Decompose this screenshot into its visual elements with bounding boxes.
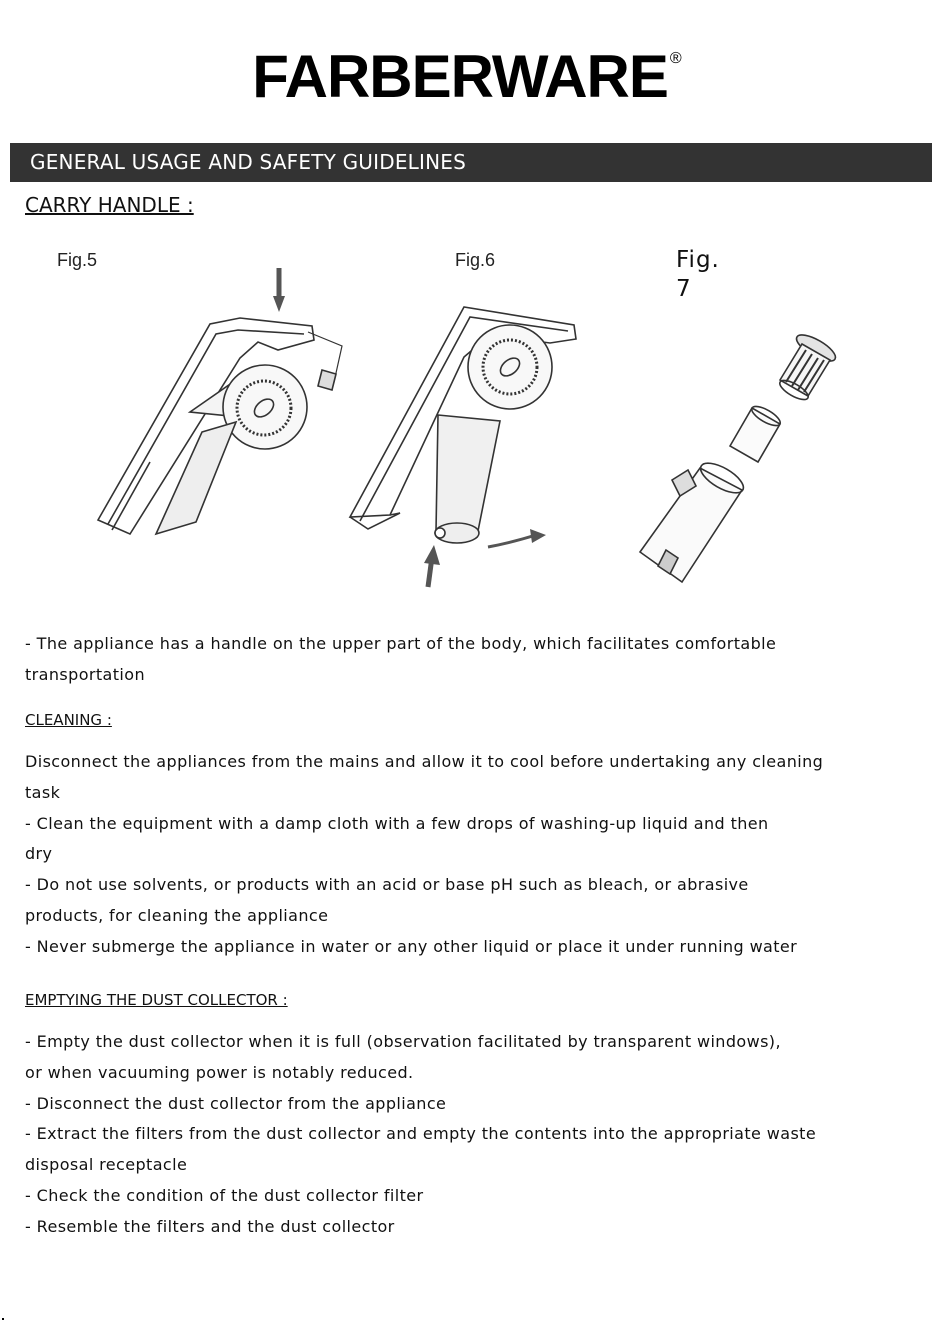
text-line: - Check the condition of the dust collector filter <box>25 1185 424 1205</box>
text-line: task <box>25 782 61 802</box>
text-line: - Disconnect the dust collector from the appliance <box>25 1093 447 1113</box>
dust-collector-text <box>25 1027 905 1243</box>
text-line: transportation <box>25 664 145 684</box>
fig5-label: Fig.5 <box>57 250 98 270</box>
fig7-label-line1: Fig. <box>676 247 720 273</box>
text-line: Disconnect the appliances from the mains and allow it to cool before undertaking any cleaning <box>25 752 824 771</box>
cleaning-text <box>25 747 905 963</box>
text-line: - Extract the filters from the dust collector and empty the contents into the appropriate waste <box>25 1124 817 1144</box>
text-line: - The appliance has a handle on the upper part of the body, which facilitates comfortable <box>25 634 777 653</box>
page-mark <box>2 1318 4 1320</box>
brand-name: FARBERWARE <box>252 43 668 110</box>
text-line: or when vacuuming power is notably reduced. <box>25 1062 414 1082</box>
cleaning-heading: CLEANING : <box>25 711 112 729</box>
fig6-vacuum-illustration <box>340 295 590 595</box>
carry-handle-text <box>25 629 905 691</box>
dust-collector-heading: EMPTYING THE DUST COLLECTOR : <box>25 991 288 1009</box>
banner-title: GENERAL USAGE AND SAFETY GUIDELINES <box>30 150 467 174</box>
text-line: - Never submerge the appliance in water or any other liquid or place it under running water <box>25 936 798 956</box>
fig7-label-line2: 7 <box>676 276 692 302</box>
text-line: disposal receptacle <box>25 1155 188 1175</box>
fig7-label <box>676 246 720 304</box>
carry-handle-heading: CARRY HANDLE : <box>25 193 194 217</box>
fig5-vacuum-illustration <box>90 262 360 547</box>
brand-logo <box>0 42 933 111</box>
fig6-label: Fig.6 <box>455 250 496 270</box>
registered-mark: ® <box>669 50 681 67</box>
section-banner <box>10 143 932 182</box>
fig7-dust-collector-illustration <box>630 320 850 590</box>
text-line: dry <box>25 844 53 864</box>
text-line: - Resemble the filters and the dust collector <box>25 1216 395 1236</box>
text-line: products, for cleaning the appliance <box>25 905 329 925</box>
text-line: - Empty the dust collector when it is full (observation facilitated by transparent windows), <box>25 1032 781 1051</box>
text-line: - Do not use solvents, or products with an acid or base pH such as bleach, or abrasive <box>25 875 749 895</box>
text-line: - Clean the equipment with a damp cloth with a few drops of washing-up liquid and then <box>25 813 769 833</box>
